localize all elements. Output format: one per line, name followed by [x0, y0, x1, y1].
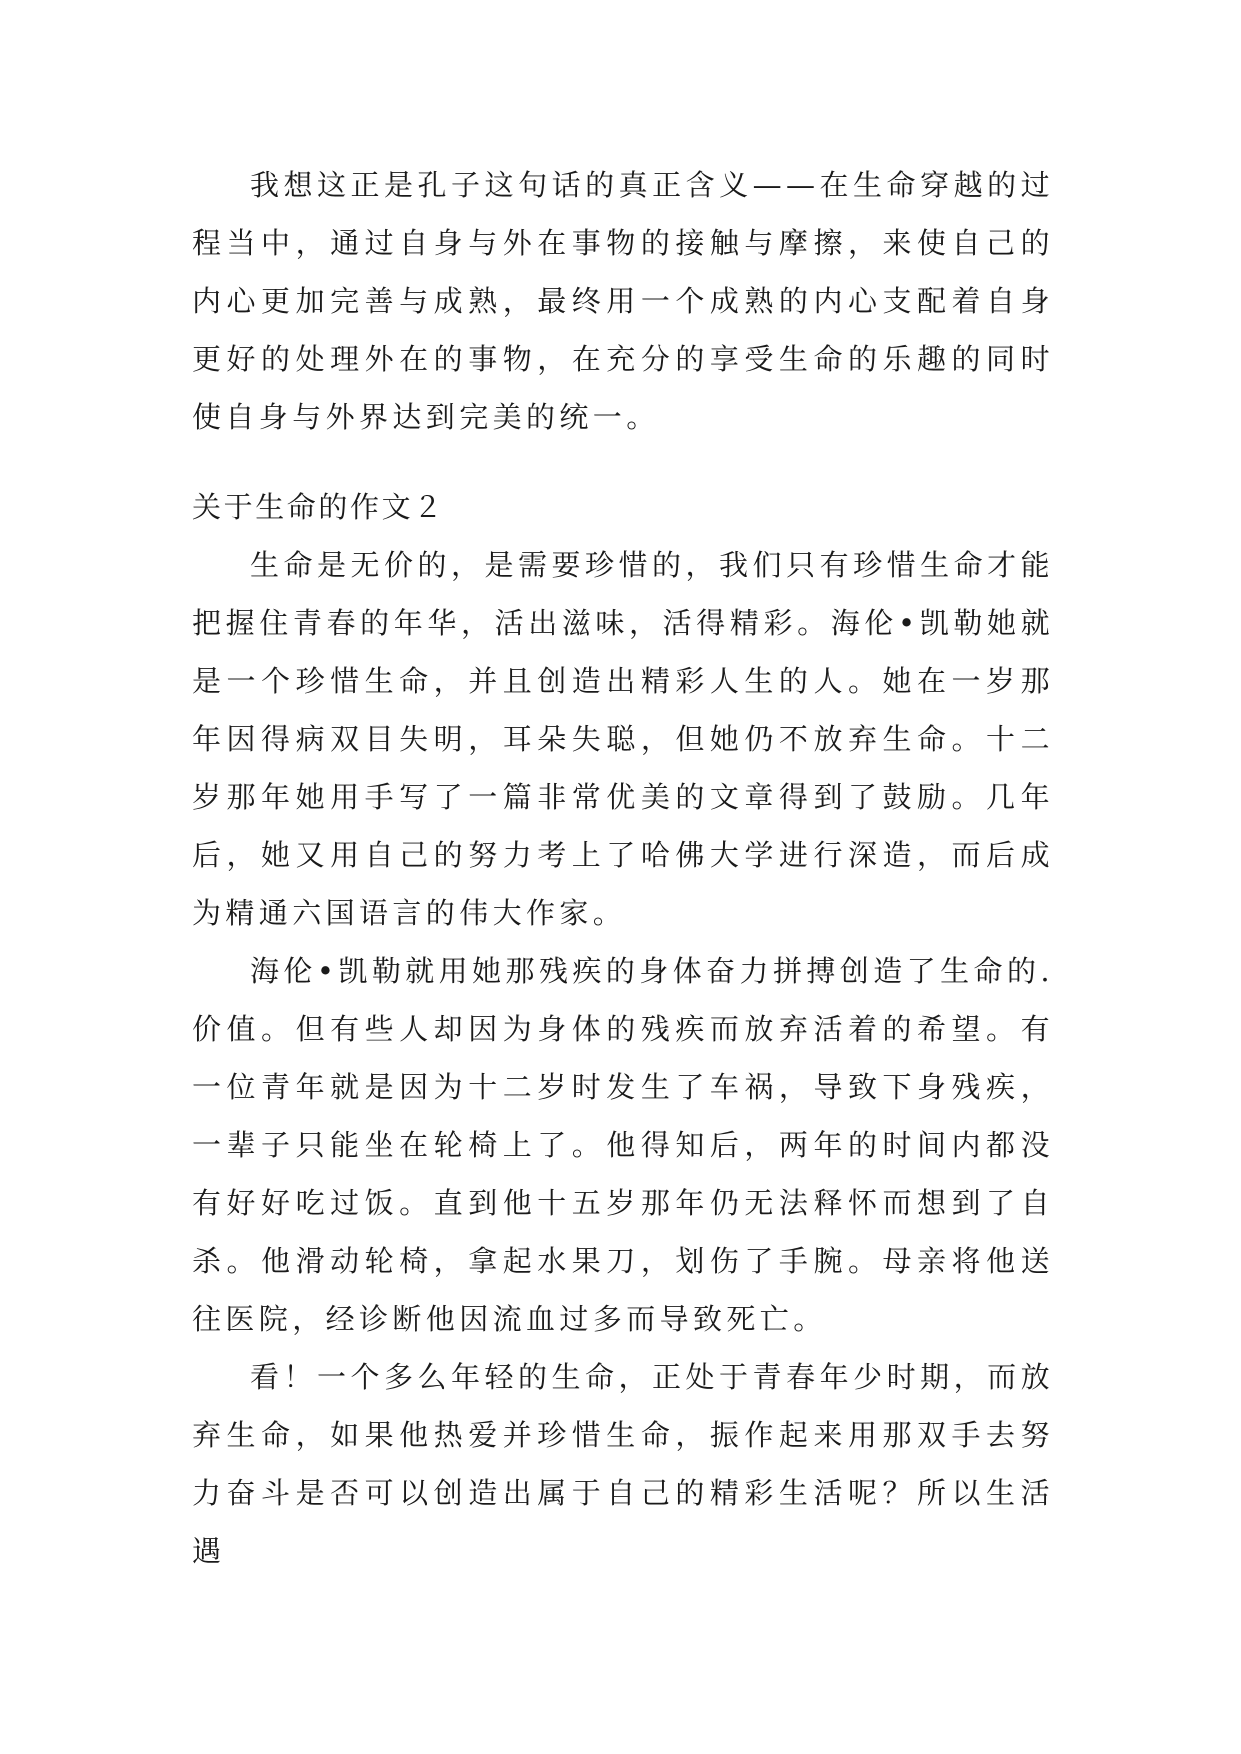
paragraph-3: 海伦•凯勒就用她那残疾的身体奋力拼搏创造了生命的.价值。但有些人却因为身体的残疾而放弃活着的希望。有一位青年就是因为十二岁时发生了车祸，导致下身残疾，一辈子只能坐在轮椅上了。他得知后，两年的时间内都没有好好吃过饭。直到他十五岁那年仍无法释怀而想到了自杀。他滑动轮椅，拿起水果刀，划伤了手腕。母亲将他送往医院，经诊断他因流血过多而导致死亡。 [192, 954, 1054, 1336]
paragraph-2: 生命是无价的，是需要珍惜的，我们只有珍惜生命才能把握住青春的年华，活出滋味，活得精彩。海伦•凯勒她就是一个珍惜生命，并且创造出精彩人生的人。她在一岁那年因得病双目失明，耳朵失聪，但她仍不放弃生命。十二岁那年她用手写了一篇非常优美的文章得到了鼓励。几年后，她又用自己的努力考上了哈佛大学进行深造，而后成为精通六国语言的伟大作家。 [192, 548, 1054, 930]
section-gap [192, 446, 1054, 478]
document-page [192, 156, 1054, 1580]
paragraph-1: 我想这正是孔子这句话的真正含义——在生命穿越的过程当中，通过自身与外在事物的接触与摩擦，来使自己的内心更加完善与成熟，最终用一个成熟的内心支配着自身更好的处理外在的事物，在充分的享受生命的乐趣的同时使自身与外界达到完美的统一。 [192, 168, 1054, 434]
section-heading: 关于生命的作文２ [192, 490, 445, 524]
paragraph-4: 看！一个多么年轻的生命，正处于青春年少时期，而放弃生命，如果他热爱并珍惜生命，振作起来用那双手去努力奋斗是否可以创造出属于自己的精彩生活呢？所以生活遇 [192, 1360, 1054, 1568]
